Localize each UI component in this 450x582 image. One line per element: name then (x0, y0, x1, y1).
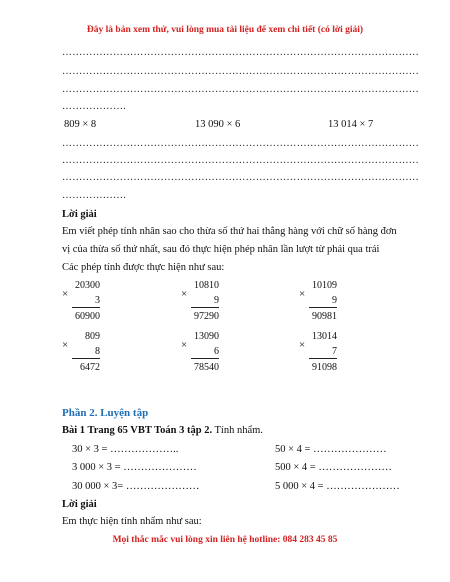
footer-notice: Mọi thắc mắc vui lòng xin liên hệ hotline: 084 283 45 85 (112, 535, 338, 545)
dotted-line-short: ………………. (62, 190, 126, 201)
multiplier: 6 (214, 346, 219, 357)
solution-text: Các phép tính được thực hiện như sau: (62, 262, 225, 273)
dotted-line: …………………………………………………………………………………………… (62, 155, 419, 166)
result-line (309, 358, 337, 359)
dotted-line: …………………………………………………………………………………………… (62, 138, 419, 149)
times-sign: × (62, 339, 69, 351)
practice-item: 5 000 × 4 = ………………… (275, 481, 400, 492)
result-line (191, 307, 219, 308)
times-sign: × (181, 339, 188, 351)
times-sign: × (62, 288, 69, 300)
multiplicand: 10810 (194, 280, 219, 291)
lesson-title-row (62, 425, 263, 436)
solution-heading: Lời giải (62, 209, 97, 220)
dotted-line: …………………………………………………………………………………………… (62, 172, 419, 183)
lesson-title: Bài 1 Trang 65 VBT Toán 3 tập 2. (62, 425, 213, 436)
product: 78540 (194, 362, 219, 373)
multiplier: 9 (214, 295, 219, 306)
practice-item: 30 000 × 3= ………………… (72, 481, 200, 492)
product: 60900 (75, 311, 100, 322)
exercise-item: 13 090 × 6 (195, 119, 241, 130)
exercise-item: 809 × 8 (64, 119, 97, 130)
product: 91098 (312, 362, 337, 373)
multiplicand: 809 (85, 331, 100, 342)
section-title: Phần 2. Luyện tập (62, 407, 149, 419)
times-sign: × (181, 288, 188, 300)
result-line (72, 358, 100, 359)
practice-item: 500 × 4 = ………………… (275, 462, 392, 473)
solution-text: Em thực hiện tính nhẩm như sau: (62, 516, 202, 527)
multiplier: 7 (332, 346, 337, 357)
multiplier: 8 (95, 346, 100, 357)
multiplicand: 20300 (75, 280, 100, 291)
multiplier: 9 (332, 295, 337, 306)
solution-text: vị của thừa số thứ nhất, sau đó thực hiện phép nhân lần lượt từ phải qua trái (62, 244, 380, 255)
practice-item: 50 × 4 = ………………… (275, 444, 387, 455)
dotted-line: …………………………………………………………………………………………… (62, 84, 419, 95)
practice-item: 30 × 3 = ……………….. (72, 444, 179, 455)
result-line (309, 307, 337, 308)
multiplicand: 13014 (312, 331, 337, 342)
times-sign: × (299, 339, 306, 351)
result-line (72, 307, 100, 308)
solution-heading: Lời giải (62, 499, 97, 510)
header-notice: Đây là bản xem thử, vui lòng mua tài liệu để xem chi tiết (có lời giải) (86, 25, 364, 35)
dotted-line-short: ………………. (62, 101, 126, 112)
multiplier: 3 (95, 295, 100, 306)
solution-text: Em viết phép tính nhân sao cho thừa số thứ hai thẳng hàng với chữ số hàng đơn (62, 226, 397, 237)
product: 6472 (80, 362, 100, 373)
lesson-instruction: Tính nhẩm. (212, 425, 263, 436)
product: 90981 (312, 311, 337, 322)
multiplicand: 13090 (194, 331, 219, 342)
practice-item: 3 000 × 3 = ………………… (72, 462, 197, 473)
result-line (191, 358, 219, 359)
times-sign: × (299, 288, 306, 300)
dotted-line: …………………………………………………………………………………………… (62, 47, 419, 58)
dotted-line: …………………………………………………………………………………………… (62, 66, 419, 77)
exercise-item: 13 014 × 7 (328, 119, 374, 130)
product: 97290 (194, 311, 219, 322)
multiplicand: 10109 (312, 280, 337, 291)
